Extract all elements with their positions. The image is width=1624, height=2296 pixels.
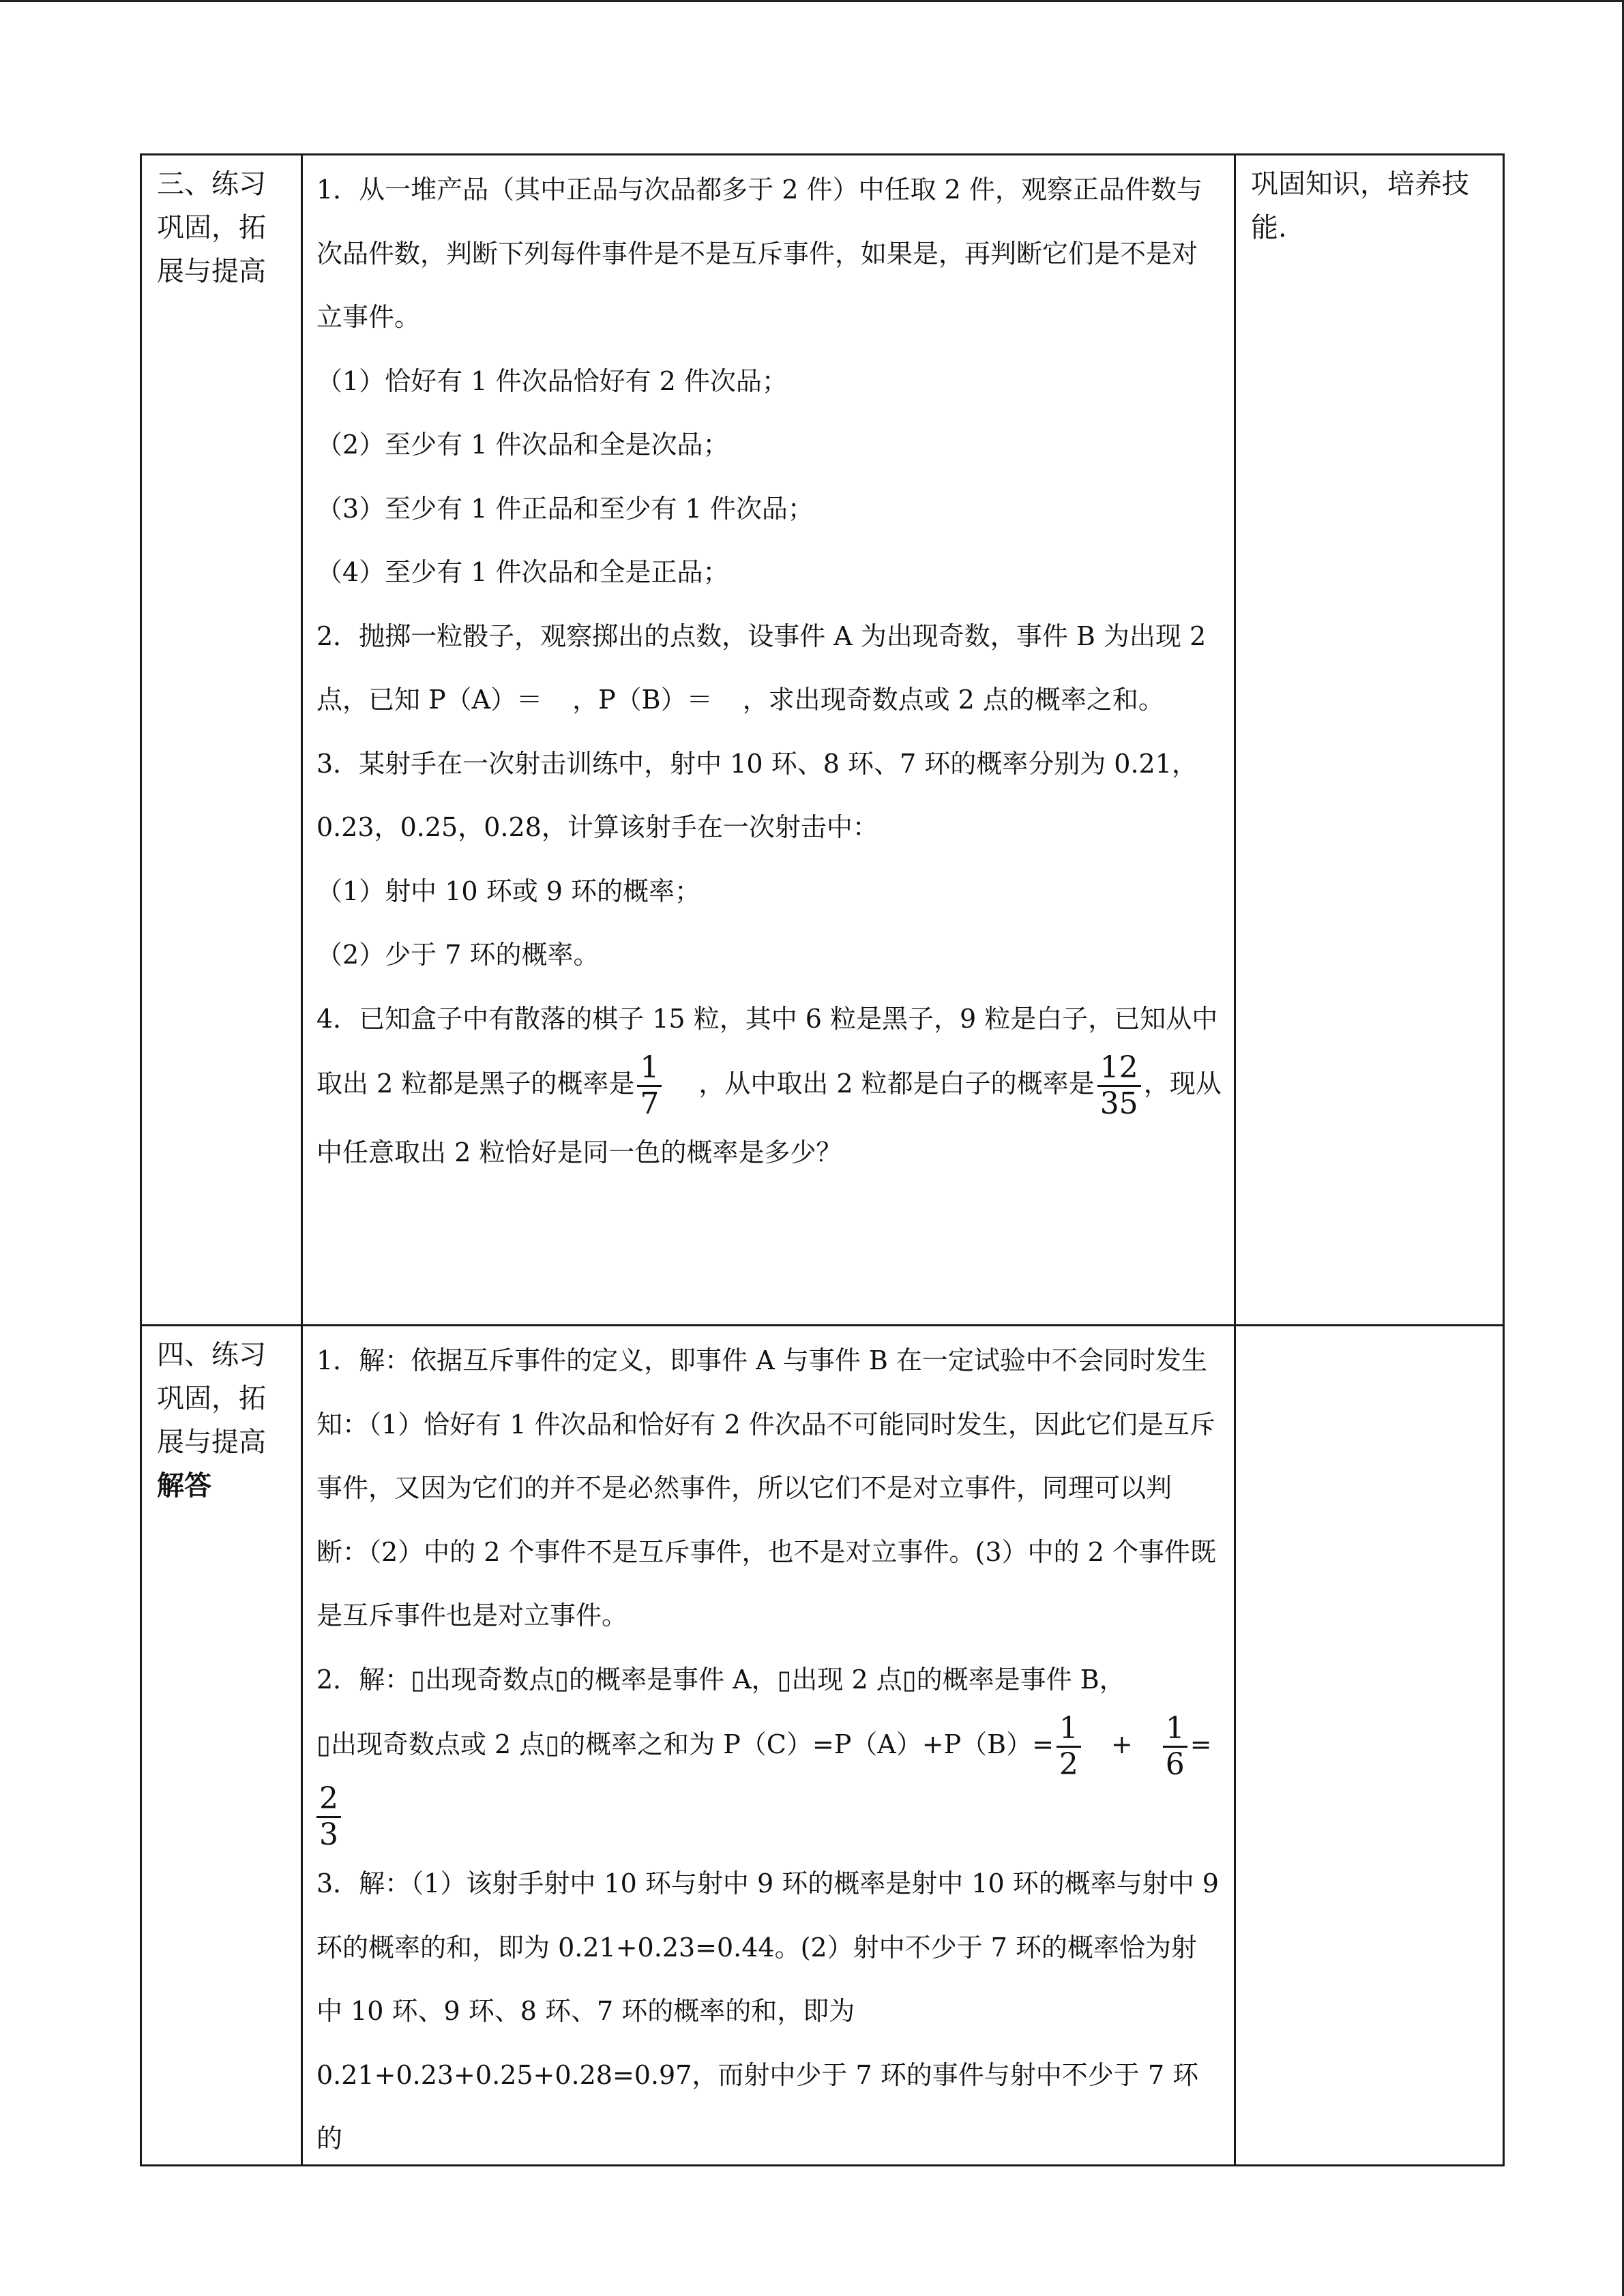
table-row [141, 1326, 1504, 2166]
answer-2-line-2: ▯出现奇数点或 2 点▯的概率之和为 P（C）=P（A）+P（B）= $\frac{1}{2}$ + $\frac{1}{6}$ = [316, 1711, 1212, 1782]
stage-label: 三、练习巩固，拓展与提高 [157, 168, 266, 287]
answer-1: 1．解：依据互斥事件的定义，即事件 A 与事件 B 在一定试验中不会同时发生知：（1）恰好有 1 件次品和恰好有 2 件次品不可能同时发生，因此它们是互斥事件，又因为它们的并不是必然事件，所以它们不是对立事件，同理可以判断：（2）中的 2 个事件不是互斥事件，也不是对立事件。(3）中的 2 个事件既是互斥事件也是对立事件。 [316, 1345, 1216, 1630]
exercise-content [303, 155, 1234, 1324]
question-1-item: （1）恰好有 1 件次品恰好有 2 件次品； [316, 366, 788, 396]
stage-cell [141, 155, 302, 1326]
question-4: 4．已知盒子中有散落的棋子 15 粒，其中 6 粒是黑子，9 粒是白子，已知从中取出 2 粒都是黑子的概率是 $\frac{1}{7}$ ，从中取出 2 粒都是白子的概率是 $\frac{12}{35}$ ，现从中任意取出 2 粒恰好是同一色的概率是多少？ [316, 1003, 1222, 1167]
question-1: 1．从一堆产品（其中正品与次品都多于 2 件）中任取 2 件，观察正品件数与次品件数，判断下列每件事件是不是互斥事件，如果是，再判断它们是不是对立事件。 [316, 175, 1202, 332]
question-3: 3．某射手在一次射击训练中，射中 10 环、8 环、7 环的概率分别为 0.21，0.23，0.25，0.28，计算该射手在一次射击中： [316, 748, 1198, 842]
question-3-item: （2）少于 7 环的概率。 [316, 940, 600, 970]
note-cell [1235, 155, 1504, 1326]
fraction: $\frac{12}{35}$ [1097, 1051, 1141, 1121]
question-2: 2．抛掷一粒骰子，观察掷出的点数，设事件 A 为出现奇数，事件 B 为出现 2 点，已知 P（A）＝ ，P（B）＝ ，求出现奇数点或 2 点的概率之和。 [316, 621, 1207, 715]
question-1-item: （2）至少有 1 件次品和全是次品； [316, 430, 729, 460]
table-row [141, 155, 1504, 1326]
content-cell [302, 1326, 1235, 2166]
fraction: $\frac{2}{3}$ [316, 1782, 341, 1852]
page-top-border [0, 0, 1624, 2]
question-1-item: （4）至少有 1 件次品和全是正品； [316, 557, 729, 587]
answer-3: 3．解：（1）该射手射中 10 环与射中 9 环的概率是射中 10 环的概率与射中 9 环的概率的和，即为 0.21+0.23=0.44。(2）射中不少于 7 环的概率恰为射中 10 环、9 环、8 环、7 环的概率的和，即为 0.21+0.23+0.25+0.28=0.97，而射中少于 7 环的事件与射中不少于 7 环的 [316, 1868, 1219, 2153]
answer-2-result [316, 1782, 1222, 1852]
fraction: $\frac{1}{7}$ [637, 1051, 662, 1121]
fraction: $\frac{1}{6}$ [1163, 1712, 1187, 1782]
stage-cell [141, 1326, 302, 2166]
content-cell [302, 155, 1235, 1326]
fraction: $\frac{1}{2}$ [1057, 1712, 1081, 1782]
lesson-table [140, 153, 1505, 2166]
question-1-item: （3）至少有 1 件正品和至少有 1 件次品； [316, 493, 814, 524]
note-cell [1235, 1326, 1504, 2166]
answer-2-line-1: 2．解：▯出现奇数点▯的概率是事件 A，▯出现 2 点▯的概率是事件 B， [316, 1664, 1125, 1695]
question-3-item: （1）射中 10 环或 9 环的概率； [316, 876, 701, 906]
answer-content [303, 1326, 1234, 2164]
stage-label: 四、练习巩固，拓展与提高 解答 [157, 1339, 266, 1502]
teaching-note: 巩固知识，培养技能. [1251, 168, 1469, 243]
answer-heading: 解答 [157, 1470, 211, 1502]
